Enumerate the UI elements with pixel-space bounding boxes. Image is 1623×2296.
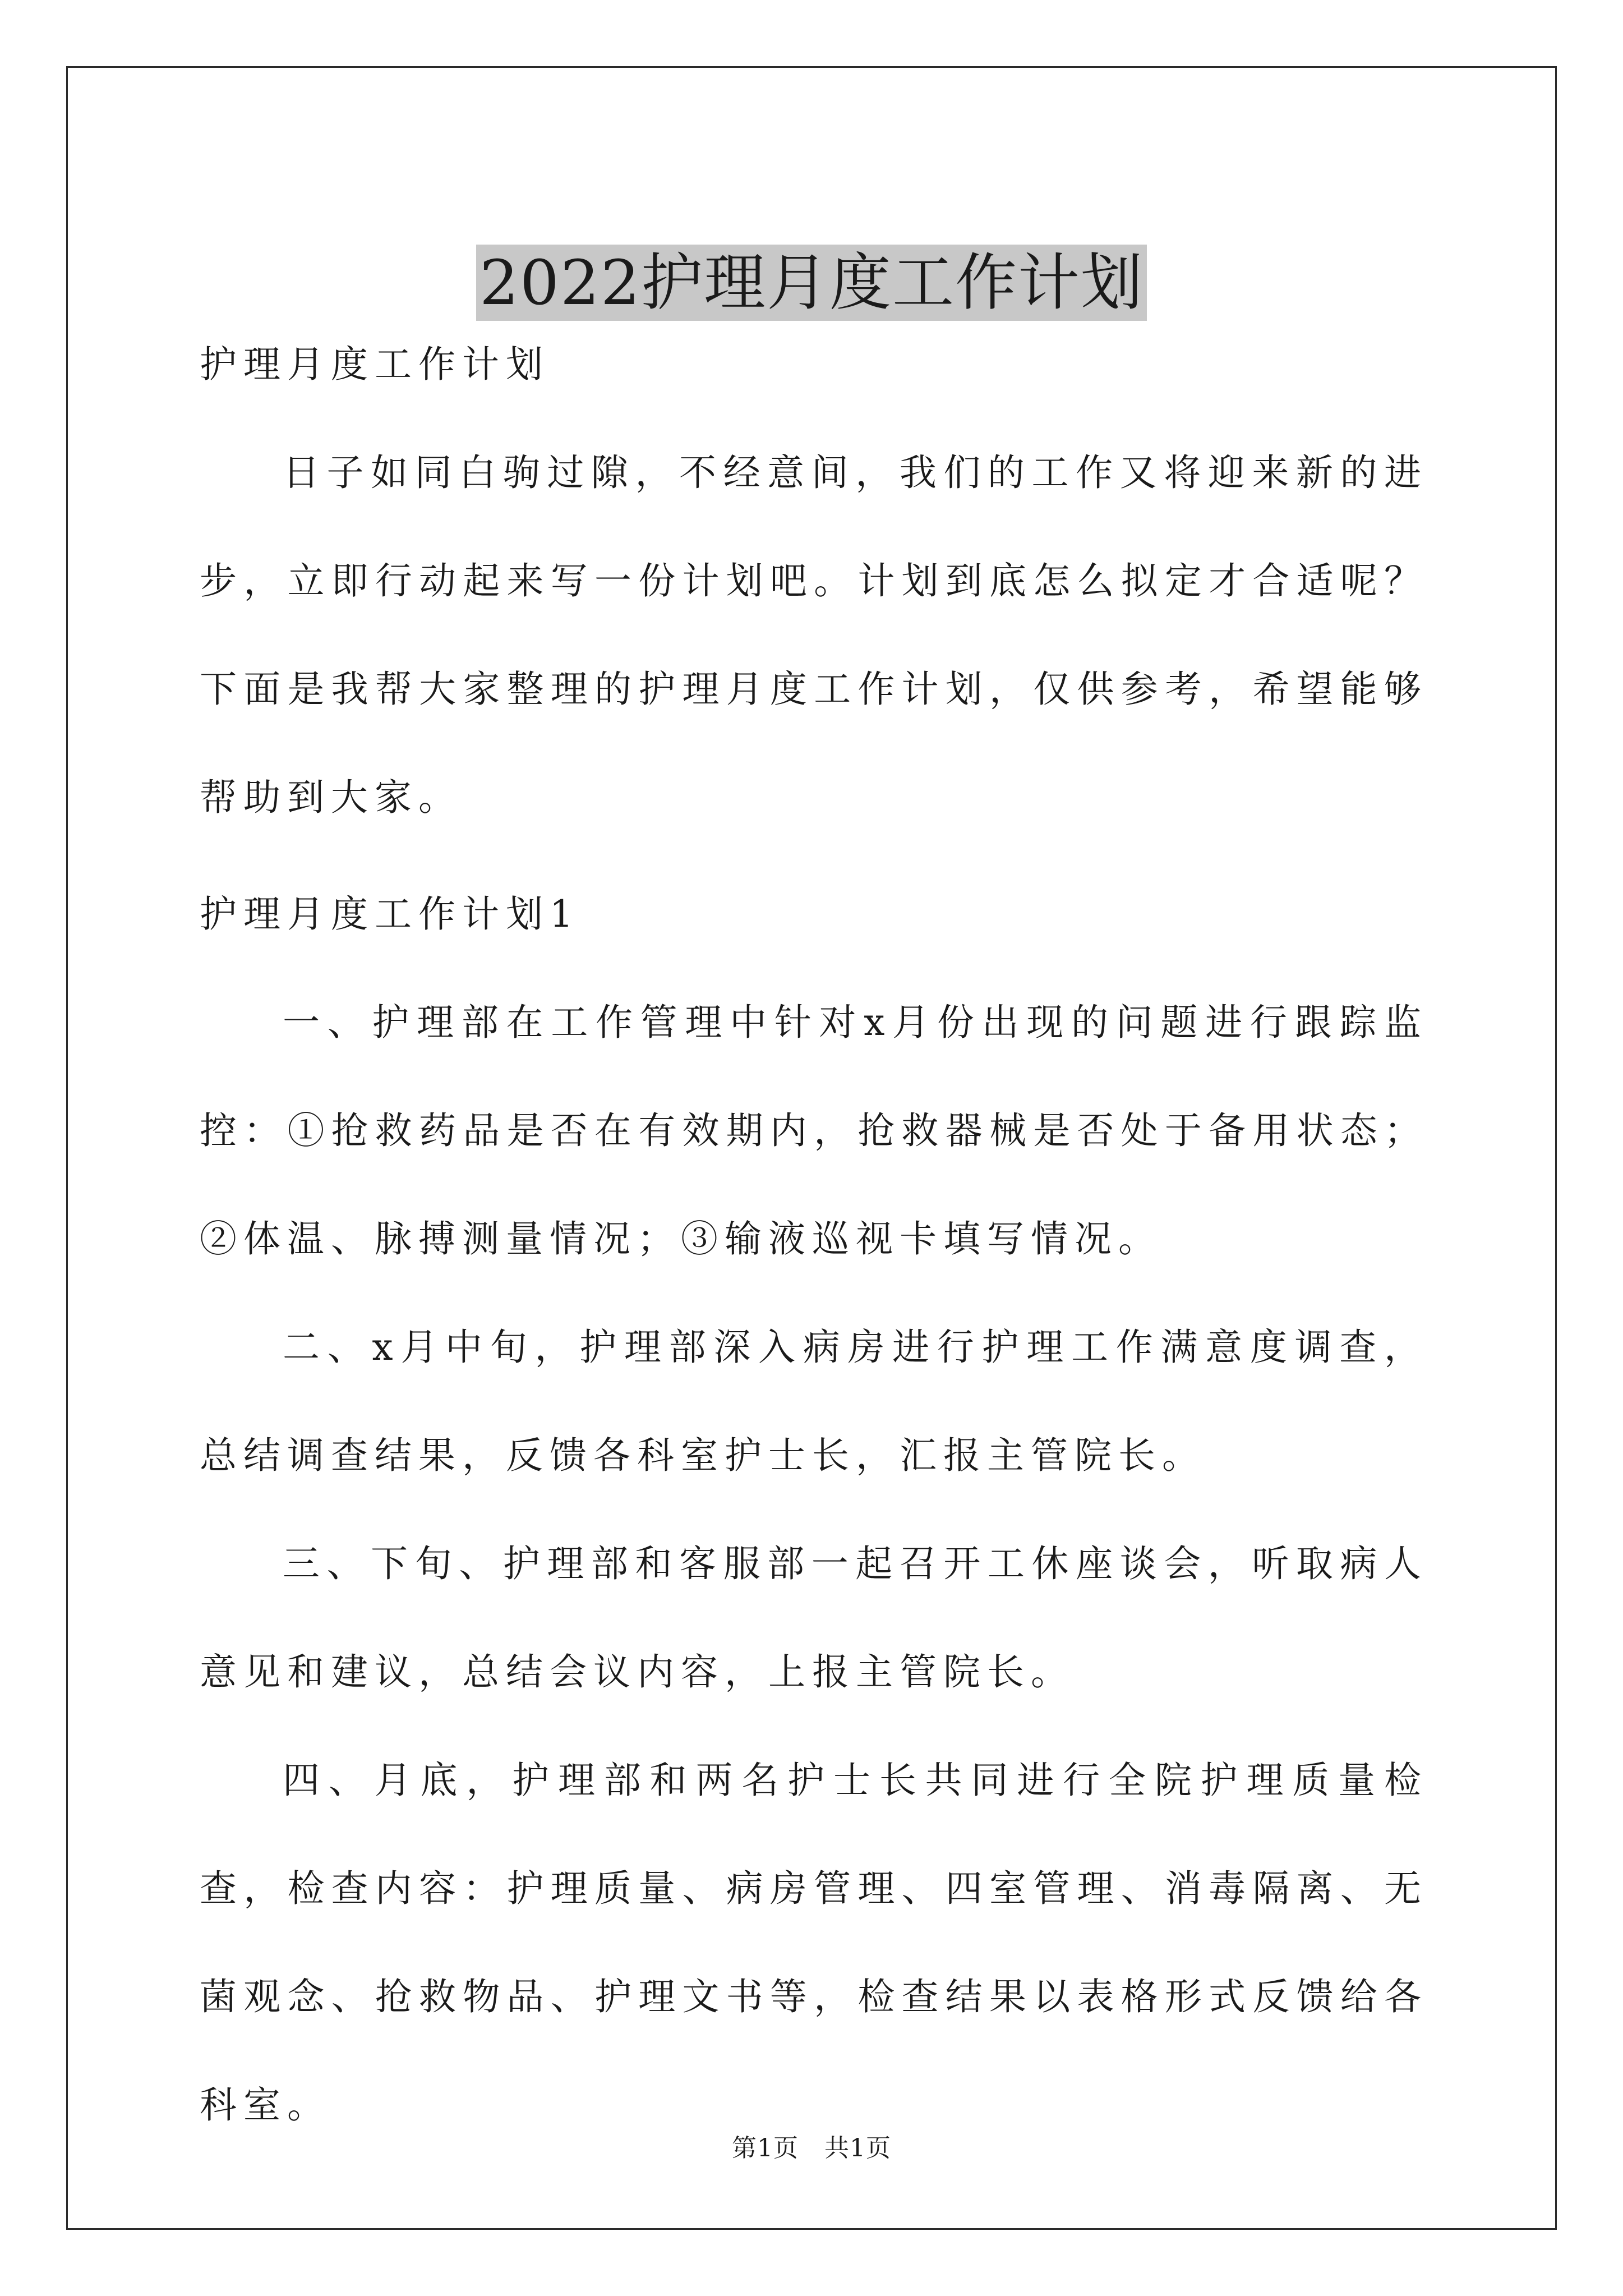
plan-item-4: 四、月底，护理部和两名护士长共同进行全院护理质量检查，检查内容：护理质量、病房管理、四室管理、消毒隔离、无菌观念、抢救物品、护理文书等，检查结果以表格形式反馈给各科室。 xyxy=(200,1759,1428,2127)
document-title: 2022护理月度工作计划 xyxy=(476,245,1147,321)
page-total: 共1页 xyxy=(824,2134,891,2162)
plan-item-3: 三、下旬、护理部和客服部一起召开工休座谈会，听取病人意见和建议，总结会议内容，上报主管院长。 xyxy=(200,1542,1428,1694)
document-subtitle: 护理月度工作计划 xyxy=(200,343,550,386)
page-footer xyxy=(0,2132,1623,2165)
intro-paragraph: 日子如同白驹过隙，不经意间，我们的工作又将迎来新的进步，立即行动起来写一份计划吧。计划到底怎么拟定才合适呢？下面是我帮大家整理的护理月度工作计划，仅供参考，希望能够帮助到大家。 xyxy=(200,451,1428,819)
plan-item-1: 一、护理部在工作管理中针对x月份出现的问题进行跟踪监控：①抢救药品是否在有效期内，抢救器械是否处于备用状态；②体温、脉搏测量情况；③输液巡视卡填写情况。 xyxy=(200,1001,1428,1260)
page-number: 第1页 xyxy=(732,2134,799,2162)
plan-item-2: 二、x月中旬，护理部深入病房进行护理工作满意度调查，总结调查结果，反馈各科室护士长，汇报主管院长。 xyxy=(200,1326,1428,1477)
section-heading: 护理月度工作计划1 xyxy=(200,892,580,936)
